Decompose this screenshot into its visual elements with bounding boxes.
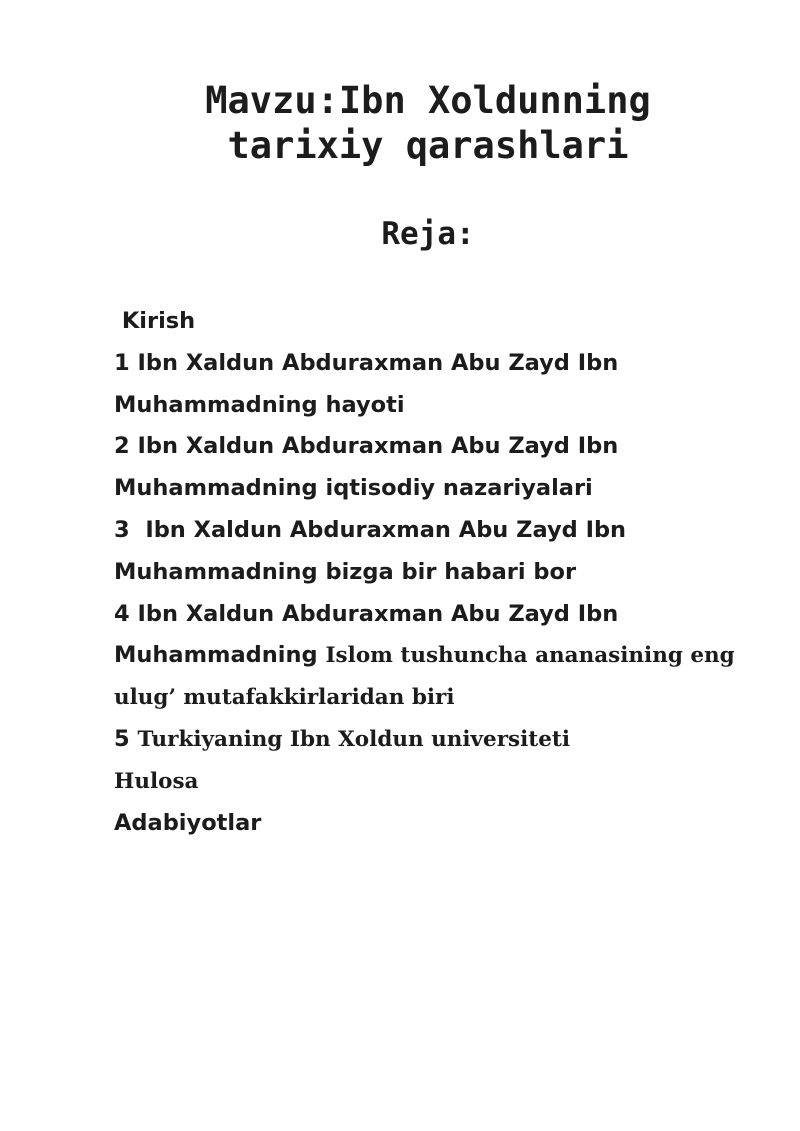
- plan-item-1-line-2: Muhammadning hayoti: [114, 391, 405, 418]
- plan-item-5: [114, 719, 764, 761]
- plan-item-4-line-3: ulug’ mutafakkirlaridan biri: [114, 685, 455, 711]
- plan-item-4-line-1: 4 Ibn Xaldun Abduraxman Abu Zayd Ibn: [114, 600, 619, 627]
- plan-list: [114, 301, 764, 844]
- plan-item-4-line-2-sans: Muhammadning: [114, 642, 326, 669]
- document-title: [0, 78, 800, 168]
- plan-item-intro: Kirish: [114, 308, 196, 334]
- plan-item-conclusion: Hulosa: [114, 768, 199, 794]
- plan-item-5-text: Turkiyaning Ibn Xoldun universiteti: [137, 726, 571, 752]
- plan-item-4-line-2-serif: Islom tushuncha ananasining eng: [325, 643, 735, 669]
- plan-item-5-number: 5: [114, 725, 138, 752]
- plan-item-3-line-2: Muhammadning bizga bir habari bor: [114, 558, 577, 585]
- plan-item-2-line-2: Muhammadning iqtisodiy nazariyalari: [114, 475, 593, 502]
- title-line-2: tarixiy qarashlari: [227, 124, 629, 167]
- title-line-1: Mavzu:Ibn Xoldunning: [205, 79, 651, 122]
- plan-item-references: Adabiyotlar: [114, 809, 262, 836]
- plan-item-1-line-1: 1 Ibn Xaldun Abduraxman Abu Zayd Ibn: [114, 349, 619, 376]
- plan-item-2-line-1: 2 Ibn Xaldun Abduraxman Abu Zayd Ibn: [114, 433, 619, 460]
- plan-heading: Reja:: [381, 216, 475, 252]
- plan-item-4-line-2: [114, 635, 764, 677]
- plan-item-3-line-1: 3 Ibn Xaldun Abduraxman Abu Zayd Ibn: [114, 516, 627, 543]
